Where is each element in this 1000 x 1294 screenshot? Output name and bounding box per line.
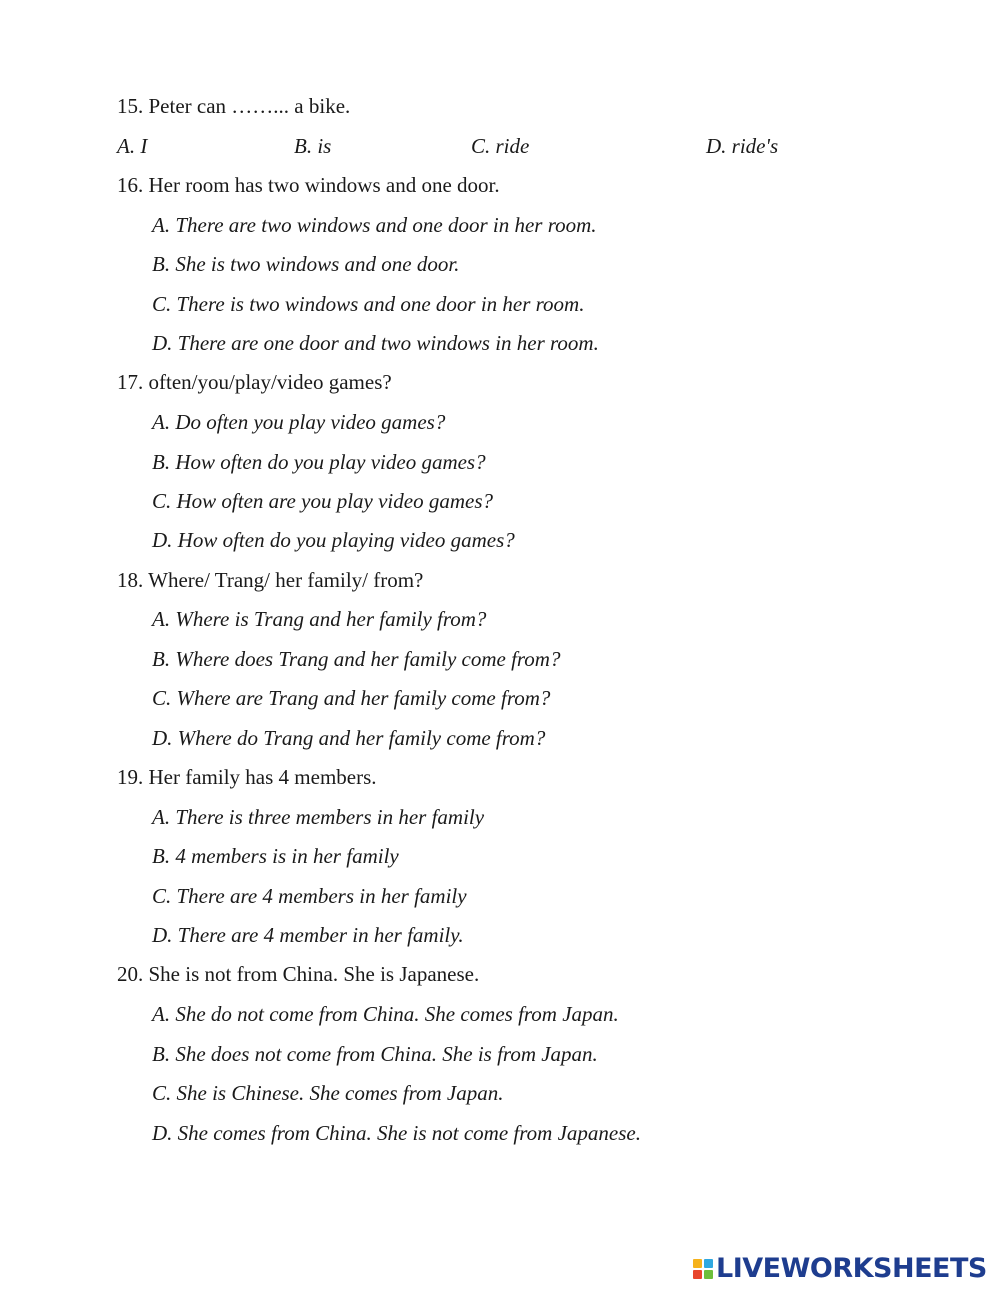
question-16-prompt: 16. Her room has two windows and one door. [117, 173, 500, 197]
question-16-option-a[interactable]: A. There are two windows and one door in her room. [152, 213, 597, 237]
question-15-option-b[interactable]: B. is [294, 134, 332, 158]
logo-square-2 [704, 1259, 713, 1268]
question-20-option-b[interactable]: B. She does not come from China. She is from Japan. [152, 1042, 598, 1066]
question-17-option-d[interactable]: D. How often do you playing video games? [152, 528, 515, 552]
question-20-option-d[interactable]: D. She comes from China. She is not come from Japanese. [152, 1121, 641, 1145]
question-15-option-c[interactable]: C. ride [471, 134, 530, 158]
logo-square-4 [704, 1270, 713, 1279]
question-18-prompt: 18. Where/ Trang/ her family/ from? [117, 568, 424, 592]
logo-square-1 [693, 1259, 702, 1268]
question-17-option-a[interactable]: A. Do often you play video games? [152, 410, 446, 434]
liveworksheets-logo [693, 1254, 987, 1284]
question-17-option-b[interactable]: B. How often do you play video games? [152, 450, 486, 474]
question-19-prompt: 19. Her family has 4 members. [117, 765, 377, 789]
question-19-option-b[interactable]: B. 4 members is in her family [152, 844, 399, 868]
question-18-option-c[interactable]: C. Where are Trang and her family come from? [152, 686, 551, 710]
question-18-option-d[interactable]: D. Where do Trang and her family come from? [152, 726, 546, 750]
question-15-option-a[interactable]: A. I [117, 134, 148, 158]
question-16-option-d[interactable]: D. There are one door and two windows in her room. [152, 331, 599, 355]
question-16-option-c[interactable]: C. There is two windows and one door in her room. [152, 292, 585, 316]
question-17-prompt: 17. often/you/play/video games? [117, 370, 392, 394]
question-20-option-c[interactable]: C. She is Chinese. She comes from Japan. [152, 1081, 504, 1105]
logo-text: LIVEWORKSHEETS [716, 1253, 987, 1284]
question-18-option-b[interactable]: B. Where does Trang and her family come from? [152, 647, 561, 671]
question-19-option-a[interactable]: A. There is three members in her family [152, 805, 485, 829]
question-20-prompt: 20. She is not from China. She is Japanese. [117, 962, 480, 986]
logo-mark-icon [693, 1259, 713, 1279]
question-15-option-d[interactable]: D. ride's [706, 134, 779, 158]
logo-square-3 [693, 1270, 702, 1279]
question-15-prompt: 15. Peter can ……... a bike. [117, 94, 351, 118]
question-19-option-d[interactable]: D. There are 4 member in her family. [152, 923, 464, 947]
question-17-option-c[interactable]: C. How often are you play video games? [152, 489, 493, 513]
question-16-option-b[interactable]: B. She is two windows and one door. [152, 252, 460, 276]
question-18-option-a[interactable]: A. Where is Trang and her family from? [152, 607, 487, 631]
question-20-option-a[interactable]: A. She do not come from China. She comes from Japan. [152, 1002, 619, 1026]
question-19-option-c[interactable]: C. There are 4 members in her family [152, 884, 467, 908]
